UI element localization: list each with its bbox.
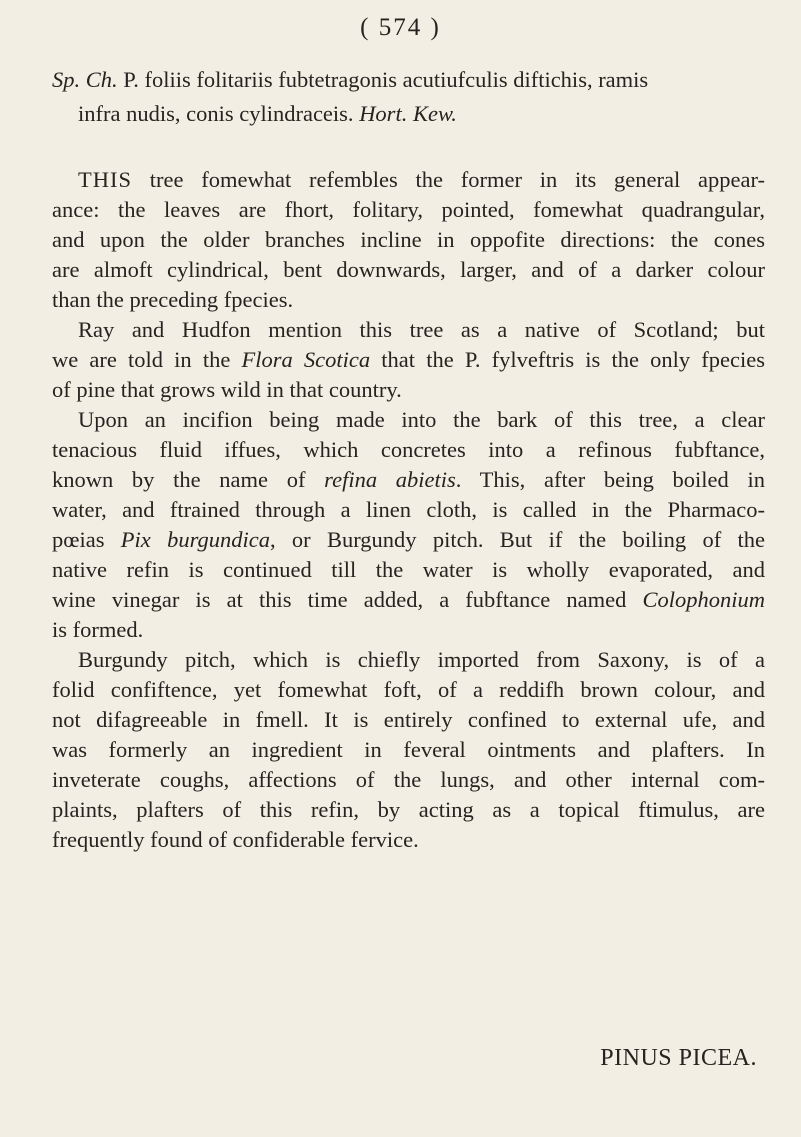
text-line: and upon the older branches incline in oppofite directions: the cones	[52, 227, 765, 252]
italic-term: refina abietis	[324, 467, 456, 492]
text-run: pœias	[52, 527, 121, 552]
paragraph-distribution	[52, 315, 765, 405]
paragraph-burgundy-pitch	[52, 645, 765, 855]
text-line	[52, 465, 765, 495]
synonym-abbreviation: Sp. Ch.	[52, 67, 118, 92]
text-run: we are told in the	[52, 347, 242, 372]
text-line: than the preceding fpecies.	[52, 287, 294, 312]
text-line: is formed.	[52, 617, 144, 642]
italic-term: Colophonium	[642, 587, 765, 612]
text-line: of pine that grows wild in that country.	[52, 377, 402, 402]
synonym-source: Hort. Kew.	[359, 101, 457, 126]
text-line: was formerly an ingredient in feveral ointments and plafters. In	[52, 737, 765, 762]
text-line	[52, 585, 765, 615]
italic-title: Flora Scotica	[241, 347, 371, 372]
text-line: Burgundy pitch, which is chiefly imported from Saxony, is of a	[78, 647, 765, 672]
drop-word: THIS	[78, 167, 132, 192]
synonym-text-2: infra nudis, conis cylindraceis.	[78, 101, 360, 126]
text-run: that the P. fylveftris is the only fpecies	[370, 347, 765, 372]
text-line: ance: the leaves are fhort, folitary, pointed, fomewhat quadrangular,	[52, 197, 765, 222]
paragraph-resin	[52, 405, 765, 645]
text-line: tree fomewhat refembles the former in its general appear-	[132, 167, 765, 192]
text-line: are almoft cylindrical, bent downwards, larger, and of a darker colour	[52, 257, 765, 282]
catchword-title: PINUS PICEA.	[600, 1045, 757, 1071]
text-line	[52, 345, 765, 375]
body-text	[52, 165, 765, 855]
text-line: plaints, plafters of this refin, by acting as a topical ftimulus, are	[52, 797, 765, 822]
text-run: . This, after being boiled in	[455, 467, 765, 492]
text-line: native refin is continued till the water is wholly evaporated, and	[52, 557, 765, 582]
text-run: wine vinegar is at this time added, a fubftance named	[52, 587, 643, 612]
synonym-text-1: P. foliis folitariis fubtetragonis acutiufculis diftichis, ramis	[117, 67, 649, 92]
italic-term: Pix burgundica	[120, 527, 270, 552]
synonym-citation	[52, 63, 762, 131]
paragraph-description	[52, 165, 765, 315]
text-line: inveterate coughs, affections of the lungs, and other internal com-	[52, 767, 765, 792]
text-line: frequently found of confiderable fervice.	[52, 827, 419, 852]
text-line: Ray and Hudfon mention this tree as a native of Scotland; but	[78, 317, 765, 342]
text-line: folid confiftence, yet fomewhat foft, of a reddifh brown colour, and	[52, 677, 765, 702]
text-line: not difagreeable in fmell. It is entirely confined to external ufe, and	[52, 707, 765, 732]
text-line	[52, 525, 765, 555]
text-line: Upon an incifion being made into the bark of this tree, a clear	[78, 407, 765, 432]
text-run: , or Burgundy pitch. But if the boiling of the	[270, 527, 765, 552]
page-number: ( 574 )	[360, 14, 441, 41]
text-run: known by the name of	[52, 467, 325, 492]
text-line: water, and ftrained through a linen cloth, is called in the Pharmaco-	[52, 497, 765, 522]
text-line: tenacious fluid iffues, which concretes into a refinous fubftance,	[52, 437, 765, 462]
